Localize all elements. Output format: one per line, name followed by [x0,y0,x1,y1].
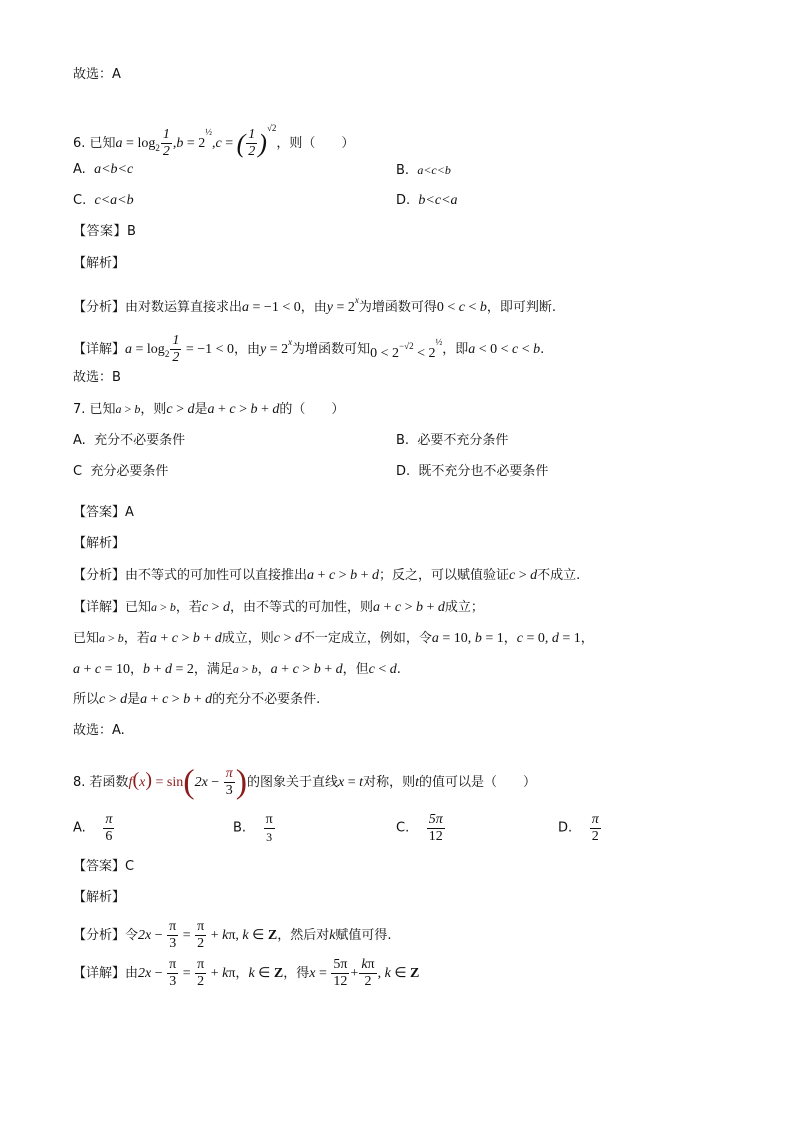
option-letter: A. [73,433,86,448]
q8-analysis: 【分析】令2x − $\frac{\pi}{3}$ = $\frac{\pi}{2}$ + kπ, k ∈ Z，然后对k赋值可得. [73,919,392,951]
q8-option-a [73,812,115,845]
option-letter: D. [396,193,411,208]
q7-option-b [396,432,508,450]
q8-answer [73,858,134,876]
text-seg: ，但 [342,662,369,677]
q7-detail-4: 所以c > d是a + c > b + d的充分不必要条件. [73,692,321,707]
option-text: 必要不充分条件 [417,433,509,448]
option-letter: C. [396,820,410,836]
text-seg: 对称，则 [363,775,416,790]
q7-detail-2: 已知a > b，若a + c > b + d成立，则c > d不一定成立，例如，令a = 10, b = 1，c = 0, d = 1， [73,631,594,646]
fraction-numerator: π [105,812,113,827]
text-seg: 由对数运算直接求出 [125,300,243,315]
q6-analysis: 【分析】由对数运算直接求出a = −1 < 0，由$y = 2^x$为增函数可得0 < c < b，即可判断. [73,295,557,315]
q6-stem [73,108,354,168]
text-seg: 由不等式的可加性可以直接推出 [125,568,308,583]
text-seg: 成立； [444,600,484,615]
option-text: 充分必要条件 [90,464,169,479]
q7-conclusion: 故选：A. [73,723,125,738]
text-seg: 令 [125,928,139,943]
text-seg: ， [257,662,271,677]
text-seg: ， [235,966,249,981]
option-text: a<b<c [94,162,134,177]
q7-detail-1: 【详解】已知a > b，若c > d，由不等式的可加性，则a + c > b + d成立； [73,600,484,615]
detail-tag: 【详解】 [73,966,126,981]
q6-option-b [396,161,451,180]
answer-tag: 【答案】 [73,859,126,874]
fraction-numerator: π [591,812,599,827]
text-seg: . [540,342,545,357]
fraction-denominator: 3 [266,830,273,844]
q7-number: 7. 已知 [73,402,116,417]
text-seg: 是 [127,692,141,707]
option-text: 充分不必要条件 [94,433,186,448]
text-seg: ，得 [283,966,310,981]
option-letter: B. [396,433,410,448]
text-seg: ，由不等式的可加性，则 [229,600,373,615]
text-seg: ，若 [123,631,150,646]
option-letter: B. [233,820,247,836]
text-seg: ，由 [300,300,327,315]
q7-detail-3: a + c = 10，b + d = 2，满足a > b，a + c > b + d，但c < d. [73,662,401,677]
option-letter: C. [73,193,87,208]
text-seg: 由 [125,966,139,981]
text-seg: 为增函数可得 [358,300,437,315]
q6-jiexi-tag: 【解析】 [73,256,126,271]
text-seg: 的充分不必要条件. [212,692,321,707]
option-letter: B. [396,163,410,178]
text-seg: ；反之，可以赋值验证 [378,568,509,583]
fraction-denominator: 12 [428,829,443,844]
q6-conclusion: 故选：B [73,370,121,385]
option-letter: A. [73,162,86,177]
q8-detail: 【详解】由2x − $\frac{\pi}{3}$ = $\frac{\pi}{2}$ + kπ，k ∈ Z，得x = $\frac{5\pi}{12}$ + $\frac{k\pi}{2}$ , k ∈ Z [73,957,420,989]
answer-value: C [125,859,135,874]
text-seg: 赋值可得. [335,928,392,943]
q7-option-c [73,463,168,481]
q8-option-d [558,812,602,845]
analysis-tag: 【分析】 [73,928,126,943]
q8-option-b [233,812,276,845]
analysis-tag: 【分析】 [73,568,126,583]
text-seg: ，满足 [193,662,233,677]
text-seg: 的（ ） [279,402,345,417]
q6-number: 6. 已知 [73,136,116,151]
option-text: c<a<b [94,193,134,208]
q7-option-d [396,463,548,481]
fraction-denominator: 6 [105,829,113,844]
q8-jiexi-tag: 【解析】 [73,890,126,905]
answer-value: A [125,505,134,520]
q7-answer [73,504,134,522]
q7-analysis: 【分析】由不等式的可加性可以直接推出a + c > b + d；反之，可以赋值验证c > d不成立. [73,568,581,583]
text-seg: 已知 [125,600,152,615]
option-letter: D. [396,464,411,479]
text-seg: 不一定成立，例如，令 [301,631,432,646]
text-seg: 是 [194,402,208,417]
text-seg: ，若 [175,600,202,615]
text-seg: 所以 [73,692,100,707]
option-letter: C [73,464,83,479]
text-seg: . [396,662,401,677]
fraction-denominator: 2 [591,829,599,844]
text-seg: ，即 [442,342,469,357]
text-seg: 已知 [73,631,100,646]
option-letter: A. [73,820,86,836]
q6-option-c [73,192,134,210]
q6-expr: $a = \log_2$ $\frac{1}{2}$ $,b = 2^{\frac{1}{2}},c$ = ( $\frac{1}{2}$ )$^{√2}$ [115,123,277,160]
q5-conclusion: 故选：A [73,67,121,82]
text-seg: ， [503,631,517,646]
analysis-tag: 【分析】 [73,300,126,315]
text-seg: ，即可判断. [486,300,557,315]
answer-tag: 【答案】 [73,505,126,520]
option-text: 既不充分也不必要条件 [418,464,549,479]
q6-option-a [73,161,133,179]
answer-value: B [127,224,136,239]
q7-jiexi-tag: 【解析】 [73,536,126,551]
fraction-numerator: 5π [428,812,443,827]
fraction-numerator: π [265,812,273,827]
text-seg: ， [130,662,144,677]
text-seg: 的图象关于直线 [247,775,339,790]
q6-answer [73,223,136,241]
text-seg: ，则 [140,402,167,417]
q8-option-c [396,812,446,845]
q6-stem-tail: ，则（ ） [276,136,355,151]
q7-option-a [73,432,185,450]
q6-option-d [396,192,458,210]
answer-tag: 【答案】 [73,224,128,239]
text-seg: 的值可以是（ ） [418,775,536,790]
detail-tag: 【详解】 [73,342,126,357]
option-text: b<c<a [418,193,458,208]
q6-detail: 【详解】$a = \log_2$ $\frac{1}{2}$ = −1 < 0，由$y = 2^x$为增函数可知$0 < 2^{-√2} < 2^{\frac{1}{2}}$，即a < 0 < c < b. [73,333,545,366]
q8-stem: 8. 若函数f(x) = sin(2x − $\frac{\pi}{3}$ )的图象关于直线x = t对称，则t的值可以是（ ） [73,763,536,801]
option-letter: D. [558,820,573,836]
q8-number: 8. 若函数 [73,775,129,790]
text-seg: ，由 [234,342,261,357]
text-seg: 为增函数可知 [292,342,371,357]
detail-tag: 【详解】 [73,600,126,615]
option-text: a<c<b [417,163,451,177]
text-seg: ，然后对 [277,928,330,943]
text-seg: 成立，则 [221,631,274,646]
q7-stem: 7. 已知a > b，则c > d是a + c > b + d的（ ） [73,402,345,417]
text-seg: 不成立. [537,568,581,583]
